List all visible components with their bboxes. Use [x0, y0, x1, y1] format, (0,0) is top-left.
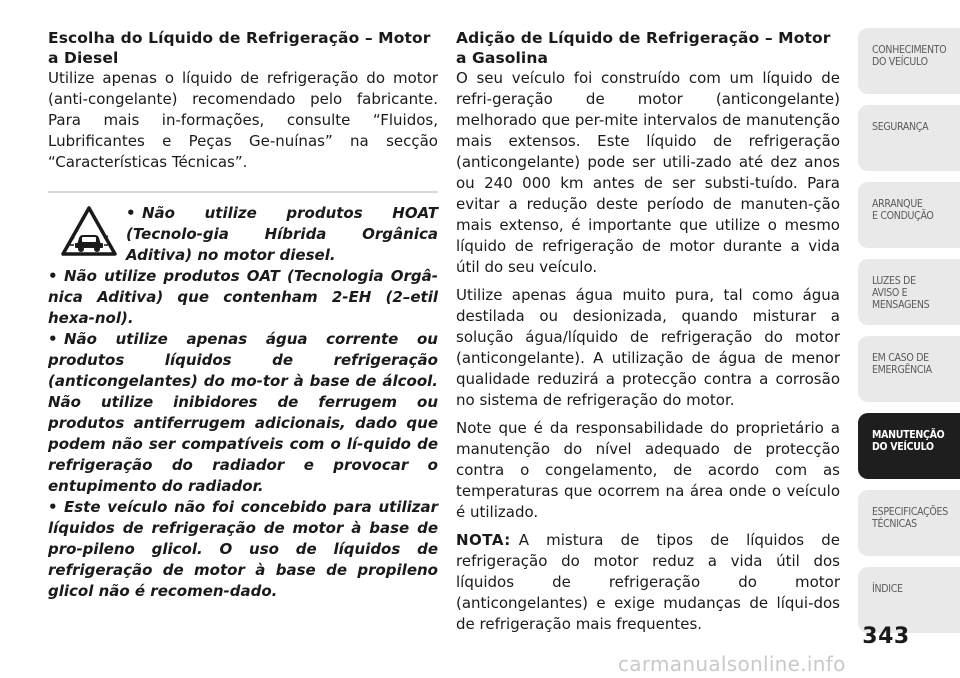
- right-paragraph: O seu veículo foi construído com um líquido de refri-geração de motor (anticongelante) melhorado que per-mite intervalos de manutenção mais extensos. Este líquido de refrigeração (anticongelante) pode ser utili-zado até dez anos ou 240 000 km antes de ser substi-tuído. Para evitar a redução deste período de manuten-ção mais extenso, é importante que utilize o mesmo líquido de refrigeração de motor durante a vida útil do seu veículo.: [456, 69, 840, 276]
- left-column: [48, 28, 438, 602]
- bullet-icon: •: [48, 330, 58, 348]
- section-heading-gasoline: Adição de Líquido de Refrigeração – Motor a Gasolina: [456, 29, 831, 67]
- page-number: 343: [856, 624, 916, 649]
- warning-item: • Não utilize produtos HOAT (Tecnolo-gia Híbrida Orgânica Aditiva) no motor diesel.: [126, 204, 438, 264]
- section-heading-diesel: Escolha do Líquido de Refrigeração – Motor a Diesel: [48, 29, 431, 67]
- bullet-icon: •: [48, 267, 58, 285]
- tab-indice[interactable]: ÍNDICE: [858, 567, 960, 633]
- watermark: carmanualsonline.info: [618, 652, 846, 676]
- diesel-paragraph: Utilize apenas o líquido de refrigeração do motor (anti-congelante) recomendado pelo fabricante. Para mais in-formações, consulte “Fluidos, Lubrificantes e Peças Ge-nuínas” na secção “Características Técnicas”.: [48, 69, 438, 171]
- tab-especificacoes-tecnicas[interactable]: ESPECIFICAÇÕES TÉCNICAS: [858, 490, 960, 556]
- warning-box: [48, 191, 438, 602]
- warning-triangle-car-icon: [60, 205, 118, 257]
- nota-label: NOTA:: [456, 531, 511, 549]
- right-paragraph: Utilize apenas água muito pura, tal como água destilada ou desionizada, quando misturar a solução água/líquido de refrigeração do motor (anticongelante). A utilização de água de menor qualidade reduzirá a protecção contra a corrosão no sistema de refrigeração do motor.: [456, 286, 840, 409]
- tab-luzes-de-aviso[interactable]: LUZES DE AVISO E MENSAGENS: [858, 259, 960, 325]
- tab-arranque-e-conducao[interactable]: ARRANQUE E CONDUÇÃO: [858, 182, 960, 248]
- warning-item: • Este veículo não foi concebido para utilizar líquidos de refrigeração de motor à base de pro-pileno glicol. O uso de líquidos de refrigeração de motor à base de propileno glicol não é recomen-dado.: [48, 498, 438, 600]
- tab-seguranca[interactable]: SEGURANÇA: [858, 105, 960, 171]
- tab-manutencao-do-veiculo[interactable]: MANUTENÇÃO DO VEÍCULO: [858, 413, 960, 479]
- bullet-icon: •: [126, 204, 136, 222]
- warning-item: • Não utilize apenas água corrente ou produtos líquidos de refrigeração (anticongelantes) do mo-tor à base de álcool. Não utilize inibidores de ferrugem ou produtos antiferrugem adicionais, dado que podem não ser compatíveis com o lí-quido de refrigeração do radiador e provocar o entupimento do radiador.: [48, 330, 438, 495]
- tab-conhecimento-do-veiculo[interactable]: CONHECIMENTO DO VEÍCULO: [858, 28, 960, 94]
- right-column: [456, 28, 840, 635]
- chapter-sidebar: [858, 28, 960, 638]
- tab-em-caso-de-emergencia[interactable]: EM CASO DE EMERGÊNCIA: [858, 336, 960, 402]
- nota-paragraph: [456, 530, 840, 635]
- bullet-icon: •: [48, 498, 58, 516]
- right-paragraph: Note que é da responsabilidade do proprietário a manutenção do nível adequado de protecção contra o congelamento, de acordo com as temperaturas que ocorrem na área onde o veículo é utilizado.: [456, 419, 840, 521]
- nota-text: A mistura de tipos de líquidos de refrigeração do motor reduz a vida útil dos líquidos de refrigeração do motor (anticongelantes) e exige mudanças de líqui-dos de refrigeração mais frequentes.: [456, 531, 840, 633]
- warning-item: • Não utilize produtos OAT (Tecnologia Orgâ-nica Aditiva) que contenham 2-EH (2–etil hexa-nol).: [48, 267, 438, 327]
